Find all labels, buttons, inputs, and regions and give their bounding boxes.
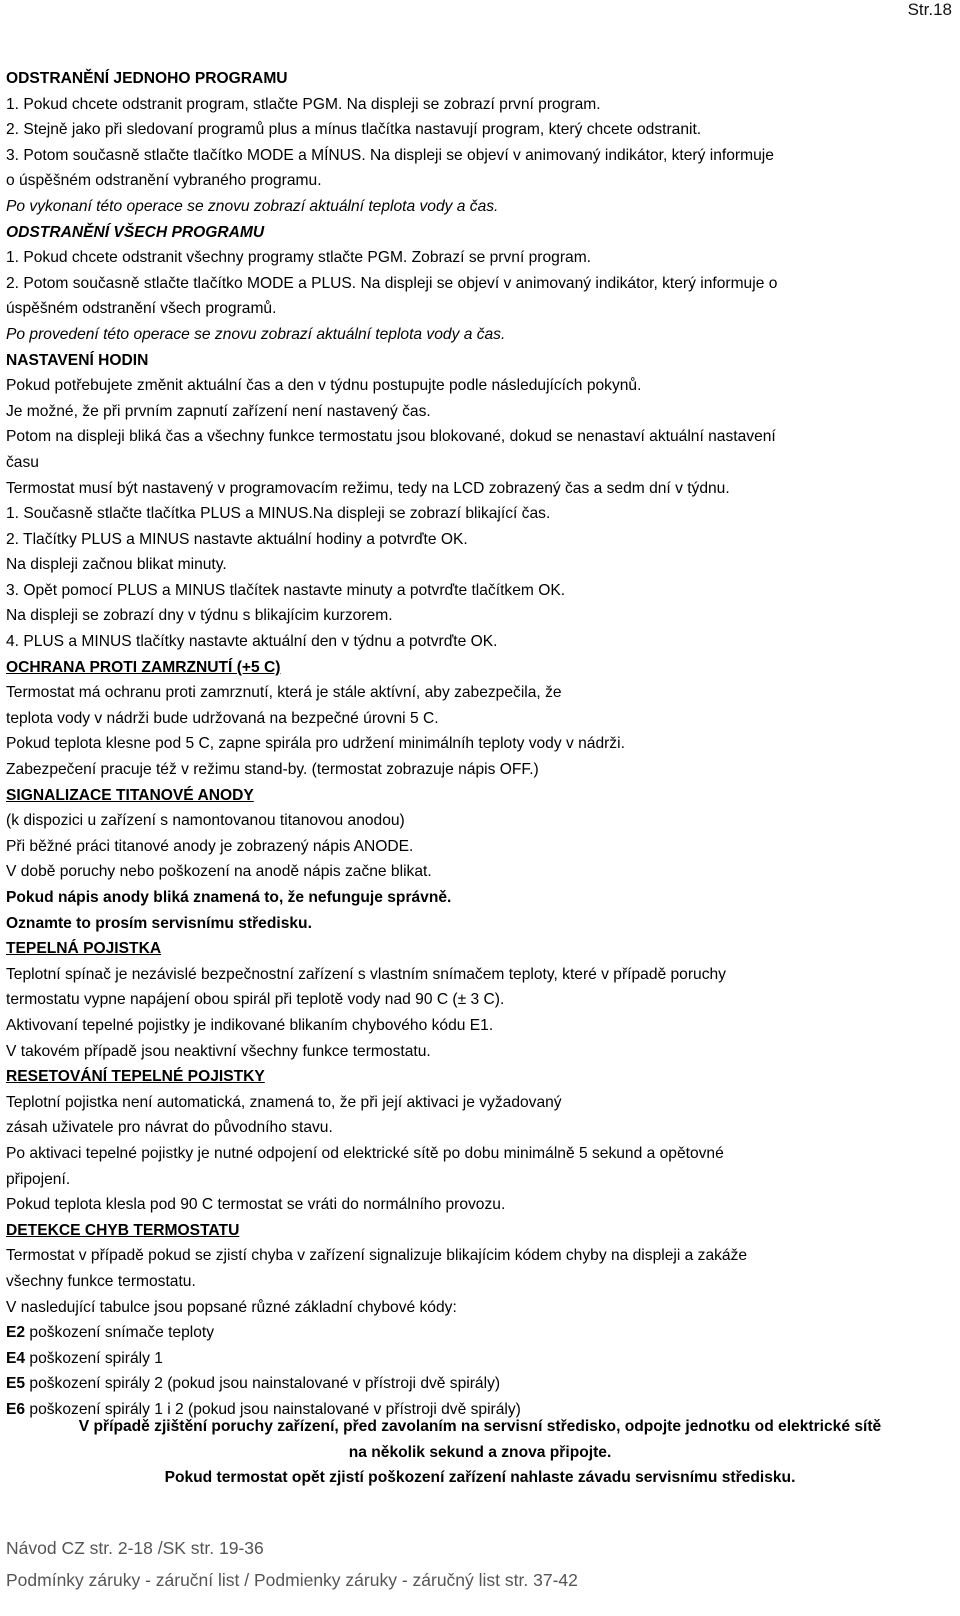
text-line: 2. Tlačítky PLUS a MINUS nastavte aktuální hodiny a potvrďte OK.: [6, 530, 468, 548]
text-line: Termostat má ochranu proti zamrznutí, která je stále aktívní, aby zabezpečila, že: [6, 684, 562, 702]
notice-line-3: Pokud termostat opět zjistí poškození zařízení nahlaste závadu servisnímu středisku.: [164, 1469, 796, 1487]
error-code: E6: [6, 1400, 26, 1418]
text-line: Teplotní pojistka není automatická, znamená to, že při její aktivaci je vyžadovaný: [6, 1093, 562, 1111]
error-description: poškození spirály 1 i 2 (pokud jsou nainstalované v přístroji dvě spirály): [25, 1400, 521, 1418]
section-heading: DETEKCE CHYB TERMOSTATU: [6, 1221, 240, 1239]
section-heading: ODSTRANĚNÍ JEDNOHO PROGRAMU: [6, 70, 288, 87]
text-line: zásah uživatele pro návrat do původního stavu.: [6, 1119, 333, 1137]
error-code-line: [6, 1346, 954, 1372]
text-line: (k dispozici u zařízení s namontovanou titanovou anodou): [6, 812, 405, 830]
error-code-line: [6, 1320, 954, 1346]
text-line: Termostat musí být nastavený v programovacím režimu, tedy na LCD zobrazený čas a sedm dní v týdnu.: [6, 479, 730, 497]
text-line: Na displeji začnou blikat minuty.: [6, 556, 227, 574]
error-code: E2: [6, 1324, 26, 1342]
page-number: Str.18: [907, 0, 952, 19]
footer-manual-pages: Návod CZ str. 2-18 /SK str. 19-36: [6, 1538, 264, 1558]
text-line: Při běžné práci titanové anody je zobrazený nápis ANODE.: [6, 837, 414, 855]
section-heading: NASTAVENÍ HODIN: [6, 351, 149, 369]
text-line: teplota vody v nádrži bude udržovaná na bezpečné úrovni 5 C.: [6, 709, 439, 727]
text-line: Termostat v případě pokud se zjistí chyba v zařízení signalizuje blikajícim kódem chyby na displeji a zakáže: [6, 1247, 748, 1265]
note-line: Po provedení této operace se znovu zobrazí aktuální teplota vody a čas.: [6, 325, 506, 343]
service-notice: [6, 1414, 954, 1491]
text-line: Teplotní spínač je nezávislé bezpečnostní zařízení s vlastním snímačem teploty, které v případě poruchy: [6, 965, 726, 983]
text-line: 1. Pokud chcete odstranit program, stlačte PGM. Na displeji se zobrazí první program.: [6, 95, 601, 113]
document-body: [6, 66, 954, 1422]
error-code: E4: [6, 1349, 26, 1367]
error-code: E5: [6, 1375, 26, 1393]
text-line: Pokud teplota klesla pod 90 C termostat se vráti do normálního provozu.: [6, 1196, 506, 1214]
section-heading: TEPELNÁ POJISTKA: [6, 940, 162, 958]
notice-line-1: V případě zjištění poruchy zařízení, před zavolaním na servisní středisko, odpojte jednotku od elektrické sítě: [78, 1418, 882, 1435]
text-line: 2. Potom současně stlačte tlačítko MODE a PLUS. Na displeji se objeví v animovaný indikátor, který informuje o: [6, 274, 778, 292]
text-line: termostatu vypne napájení obou spirál při teplotě vody nad 90 C (± 3 C).: [6, 991, 505, 1009]
text-line: 3. Potom současně stlačte tlačítko MODE a MÍNUS. Na displeji se objeví v animovaný indikátor, který informuje: [6, 146, 774, 164]
error-description: poškození spirály 2 (pokud jsou nainstalované v přístroji dvě spirály): [25, 1375, 501, 1393]
text-line: V takovém případě jsou neaktivní všechny funkce termostatu.: [6, 1042, 431, 1060]
error-code-line: [6, 1371, 954, 1397]
text-line: úspěšném odstranění všech programů.: [6, 300, 277, 318]
text-line: všechny funkce termostatu.: [6, 1272, 196, 1290]
text-line: Zabezpečení pracuje též v režimu stand-by. (termostat zobrazuje nápis OFF.): [6, 761, 539, 779]
text-line: o úspěšném odstranění vybraného programu.: [6, 172, 322, 190]
footer-warranty-pages: Podmínky záruky - záruční list / Podmienky záruky - záručný list str. 37-42: [6, 1570, 578, 1590]
text-line: 3. Opět pomocí PLUS a MINUS tlačítek nastavte minuty a potvrďte tlačítkem OK.: [6, 581, 566, 599]
text-line: Po aktivaci tepelné pojistky je nutné odpojení od elektrické sítě po dobu minimálně 5 sekund a opětovné: [6, 1144, 724, 1162]
error-description: poškození snímače teploty: [25, 1324, 215, 1342]
section-heading: SIGNALIZACE TITANOVÉ ANODY: [6, 786, 254, 804]
text-line: 4. PLUS a MINUS tlačítky nastavte aktuální den v týdnu a potvrďte OK.: [6, 633, 498, 651]
text-line: 1. Současně stlačte tlačítka PLUS a MINUS.Na displeji se zobrazí blikající čas.: [6, 505, 551, 523]
text-line: Na displeji se zobrazí dny v týdnu s blikajícim kurzorem.: [6, 607, 393, 625]
text-line: V nasledující tabulce jsou popsané různé základní chybové kódy:: [6, 1298, 457, 1316]
text-line: 2. Stejně jako při sledovaní programů plus a mínus tlačítka nastavují program, který chcete odstranit.: [6, 121, 702, 139]
section-heading: ODSTRANĚNÍ VŠECH PROGRAMU: [6, 223, 265, 241]
section-heading: OCHRANA PROTI ZAMRZNUTÍ (+5 C): [6, 658, 281, 676]
text-line: Pokud potřebujete změnit aktuální čas a den v týdnu postupujte podle následujících pokynů.: [6, 377, 642, 395]
section-heading: Pokud nápis anody bliká znamená to, že nefunguje správně.: [6, 889, 452, 906]
text-line: Potom na displeji bliká čas a všechny funkce termostatu jsou blokované, dokud se nenastaví aktuální nastavení: [6, 428, 776, 446]
note-line: Po vykonaní této operace se znovu zobrazí aktuální teplota vody a čas.: [6, 197, 499, 215]
text-line: času: [6, 453, 39, 471]
text-line: připojení.: [6, 1170, 71, 1188]
section-heading: Oznamte to prosím servisnímu středisku.: [6, 914, 312, 932]
section-heading: RESETOVÁNÍ TEPELNÉ POJISTKY: [6, 1068, 265, 1086]
error-description: poškození spirály 1: [25, 1349, 163, 1367]
notice-line-2: na několik sekund a znova připojte.: [348, 1443, 612, 1461]
text-line: 1. Pokud chcete odstranit všechny programy stlačte PGM. Zobrazí se první program.: [6, 249, 592, 267]
text-line: Je možné, že při prvním zapnutí zařízení není nastavený čas.: [6, 402, 431, 420]
text-line: Aktivovaní tepelné pojistky je indikované blikaním chybového kódu E1.: [6, 1016, 494, 1034]
text-line: V době poruchy nebo poškození na anodě nápis začne blikat.: [6, 863, 432, 881]
text-line: Pokud teplota klesne pod 5 C, zapne spirála pro udržení minimálníh teploty vody v nádrži.: [6, 735, 625, 753]
